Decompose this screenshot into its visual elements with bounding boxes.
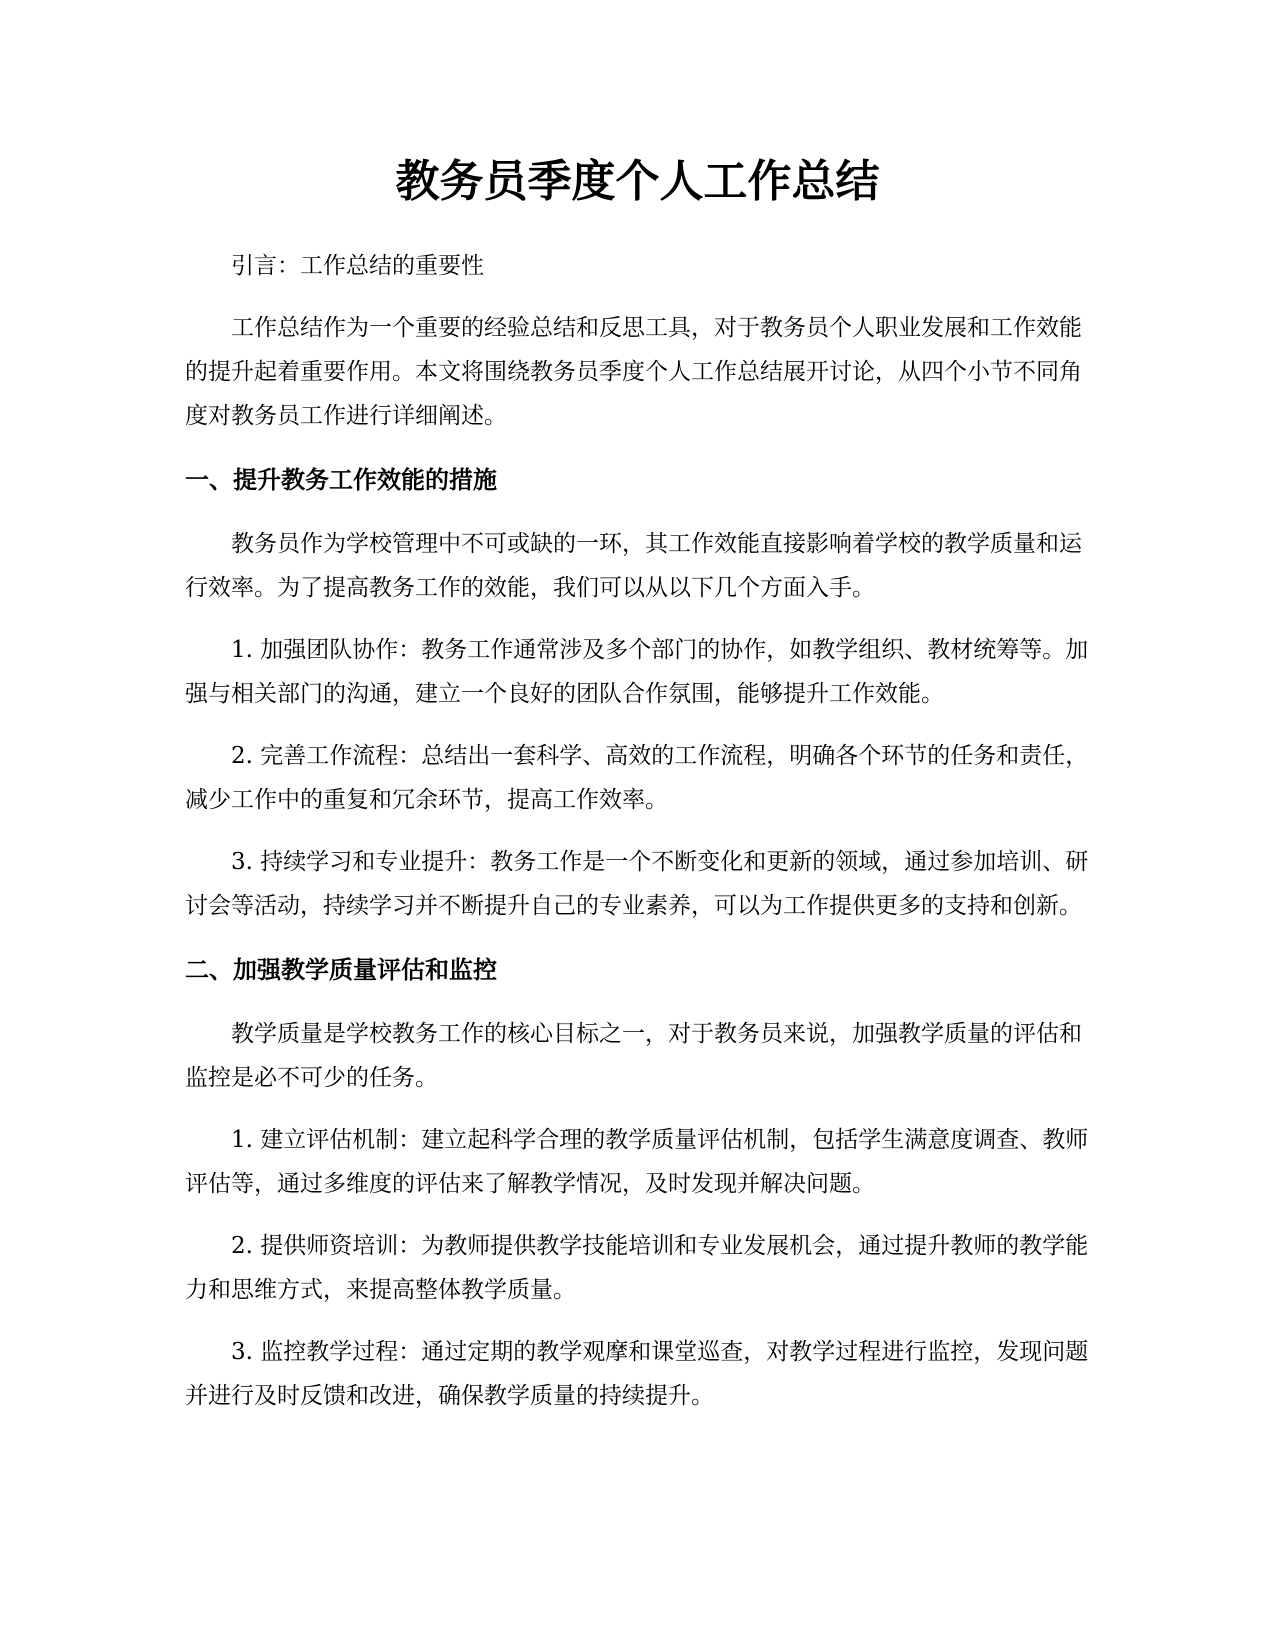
section-2-paragraph-1: 教学质量是学校教务工作的核心目标之一，对于教务员来说，加强教学质量的评估和监控是必不可少的任务。 [185,1021,1082,1091]
section-1-paragraph-2: 1. 加强团队协作：教务工作通常涉及多个部门的协作，如教学组织、教材统筹等。加强与相关部门的沟通，建立一个良好的团队合作氛围，能够提升工作效能。 [185,637,1089,707]
document-body [185,140,1090,1418]
document-title: 教务员季度个人工作总结 [395,156,880,207]
intro-heading: 引言：工作总结的重要性 [231,253,484,279]
section-1-paragraph-3: 2. 完善工作流程：总结出一套科学、高效的工作流程，明确各个环节的任务和责任，减少工作中的重复和冗余环节，提高工作效率。 [185,743,1089,813]
section-1-heading: 一、提升教务工作效能的措施 [185,466,497,494]
section-1-paragraph-4: 3. 持续学习和专业提升：教务工作是一个不断变化和更新的领域，通过参加培训、研讨会等活动，持续学习并不断提升自己的专业素养，可以为工作提供更多的支持和创新。 [185,849,1089,919]
section-2-paragraph-3: 2. 提供师资培训：为教师提供教学技能培训和专业发展机会，通过提升教师的教学能力和思维方式，来提高整体教学质量。 [185,1233,1089,1303]
section-2-paragraph-4: 3. 监控教学过程：通过定期的教学观摩和课堂巡查，对教学过程进行监控，发现问题并进行及时反馈和改进，确保教学质量的持续提升。 [185,1339,1089,1409]
section-2-paragraph-2: 1. 建立评估机制：建立起科学合理的教学质量评估机制，包括学生满意度调查、教师评估等，通过多维度的评估来了解教学情况，及时发现并解决问题。 [185,1127,1089,1197]
intro-paragraph: 工作总结作为一个重要的经验总结和反思工具，对于教务员个人职业发展和工作效能的提升起着重要作用。本文将围绕教务员季度个人工作总结展开讨论，从四个小节不同角度对教务员工作进行详细阐述。 [185,315,1082,429]
section-2-heading: 二、加强教学质量评估和监控 [185,956,497,984]
section-1-paragraph-1: 教务员作为学校管理中不可或缺的一环，其工作效能直接影响着学校的教学质量和运行效率。为了提高教务工作的效能，我们可以从以下几个方面入手。 [185,531,1082,601]
